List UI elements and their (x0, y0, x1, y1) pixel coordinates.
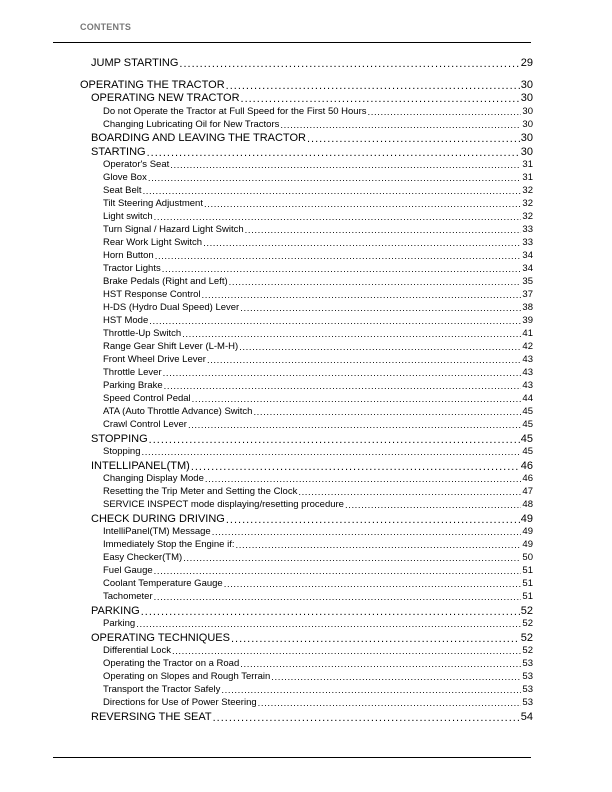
toc-dot-leader (164, 381, 522, 391)
toc-entry-title: Differential Lock (103, 645, 171, 656)
toc-page-number: 54 (520, 711, 533, 723)
toc-entry-title: Stopping (103, 446, 141, 457)
toc-entry-title: Speed Control Pedal (103, 393, 191, 404)
toc-dot-leader (271, 672, 521, 682)
toc-entry-title: HST Response Control (103, 289, 201, 300)
toc-dot-leader (162, 264, 522, 274)
toc-dot-leader (143, 186, 522, 196)
toc-page-number: 53 (522, 658, 533, 669)
toc-dot-leader (148, 173, 522, 183)
toc-section-entry[interactable] (91, 460, 533, 472)
toc-dot-leader (212, 527, 522, 537)
toc-section-entry[interactable] (91, 57, 533, 69)
toc-dot-leader (172, 646, 521, 656)
toc-dot-leader (240, 303, 521, 313)
toc-subentry[interactable] (103, 198, 533, 209)
toc-subentry[interactable] (103, 393, 533, 404)
toc-entry-title: Tilt Steering Adjustment (103, 198, 203, 209)
toc-page-number: 29 (520, 57, 533, 69)
toc-page-number: 52 (520, 632, 533, 644)
toc-dot-leader (141, 606, 520, 617)
toc-subentry[interactable] (103, 486, 533, 497)
toc-page-number: 49 (520, 513, 533, 525)
toc-page-number: 30 (522, 119, 533, 130)
toc-entry-title: Directions for Use of Power Steering (103, 697, 257, 708)
toc-subentry[interactable] (103, 578, 533, 589)
toc-entry-title: Operating the Tractor on a Road (103, 658, 240, 669)
toc-page-number: 39 (522, 315, 533, 326)
toc-page-number: 42 (522, 341, 533, 352)
toc-entry-title: CHECK DURING DRIVING (91, 513, 225, 525)
toc-subentry[interactable] (103, 341, 533, 352)
toc-dot-leader (154, 592, 522, 602)
toc-subentry[interactable] (103, 276, 533, 287)
toc-entry-title: Glove Box (103, 172, 147, 183)
toc-entry-title: Front Wheel Drive Lever (103, 354, 206, 365)
toc-dot-leader (231, 633, 520, 644)
toc-dot-leader (154, 566, 522, 576)
toc-dot-leader (229, 277, 522, 287)
toc-dot-leader (224, 579, 522, 589)
toc-entry-title: Rear Work Light Switch (103, 237, 203, 248)
toc-dot-leader (155, 251, 522, 261)
toc-dot-leader (188, 420, 521, 430)
toc-entry-title: STOPPING (91, 433, 148, 445)
toc-page-number: 46 (520, 460, 533, 472)
toc-page-number: 32 (522, 211, 533, 222)
toc-subentry[interactable] (103, 367, 533, 378)
toc-entry-title: INTELLIPANEL(TM) (91, 460, 190, 472)
toc-entry-title: Throttle Lever (103, 367, 162, 378)
toc-page-number: 33 (522, 224, 533, 235)
toc-page-number: 51 (522, 578, 533, 589)
toc-page-number: 53 (522, 671, 533, 682)
toc-dot-leader (207, 355, 521, 365)
toc-entry-title: Operator's Seat (103, 159, 170, 170)
toc-section-entry[interactable] (91, 146, 533, 158)
toc-subentry[interactable] (103, 224, 533, 235)
toc-dot-leader (204, 199, 521, 209)
toc-entry-title: Horn Button (103, 250, 154, 261)
toc-page-number: 31 (522, 159, 533, 170)
toc-entry-title: Parking (103, 618, 136, 629)
toc-dot-leader (307, 133, 520, 144)
toc-entry-title: ATA (Auto Throttle Advance) Switch (103, 406, 253, 417)
toc-page-number: 43 (522, 367, 533, 378)
toc-dot-leader (298, 487, 521, 497)
toc-dot-leader (213, 712, 520, 723)
toc-page-number: 53 (522, 684, 533, 695)
toc-page-number: 45 (522, 406, 533, 417)
toc-subentry[interactable] (103, 419, 533, 430)
toc-page-number: 50 (522, 552, 533, 563)
toc-subentry[interactable] (103, 671, 533, 682)
toc-entry-title: Immediately Stop the Engine if: (103, 539, 235, 550)
toc-subentry[interactable] (103, 328, 533, 339)
toc-page-number: 52 (522, 645, 533, 656)
toc-dot-leader (149, 434, 520, 445)
toc-dot-leader (258, 698, 522, 708)
toc-subentry[interactable] (103, 658, 533, 669)
toc-entry-title: Transport the Tractor Safely (103, 684, 221, 695)
toc-page-number: 47 (522, 486, 533, 497)
toc-dot-leader (142, 447, 522, 457)
toc-dot-leader (368, 107, 522, 117)
toc-subentry[interactable] (103, 552, 533, 563)
toc-page-number: 45 (520, 433, 533, 445)
footer-divider (53, 757, 531, 758)
toc-page-number: 53 (522, 697, 533, 708)
toc-subentry[interactable] (103, 302, 533, 313)
toc-dot-leader (182, 329, 521, 339)
toc-subentry[interactable] (103, 106, 533, 117)
toc-page-number: 33 (522, 237, 533, 248)
toc-subentry[interactable] (103, 380, 533, 391)
toc-subentry[interactable] (103, 211, 533, 222)
toc-entry-title: Crawl Control Lever (103, 419, 187, 430)
toc-entry-title: H-DS (Hydro Dual Speed) Lever (103, 302, 240, 313)
toc-entry-title: Operating on Slopes and Rough Terrain (103, 671, 271, 682)
toc-page-number: 49 (522, 539, 533, 550)
toc-entry-title: Tractor Lights (103, 263, 161, 274)
toc-entry-title: OPERATING NEW TRACTOR (91, 92, 240, 104)
toc-entry-title: Changing Display Mode (103, 473, 204, 484)
toc-dot-leader (241, 93, 520, 104)
toc-entry-title: Light switch (103, 211, 153, 222)
toc-dot-leader (179, 58, 519, 69)
toc-subentry[interactable] (103, 591, 533, 602)
toc-page-number: 35 (522, 276, 533, 287)
toc-entry-title: BOARDING AND LEAVING THE TRACTOR (91, 132, 306, 144)
toc-page-number: 51 (522, 591, 533, 602)
toc-dot-leader (236, 540, 522, 550)
toc-page-number: 31 (522, 172, 533, 183)
toc-dot-leader (226, 80, 520, 91)
toc-section-entry[interactable] (91, 632, 533, 644)
toc-page-number: 32 (522, 198, 533, 209)
toc-page-number: 38 (522, 302, 533, 313)
toc-page-number: 30 (520, 132, 533, 144)
toc-subentry[interactable] (103, 354, 533, 365)
toc-subentry[interactable] (103, 289, 533, 300)
toc-entry-title: Do not Operate the Tractor at Full Speed for the First 50 Hours (103, 106, 367, 117)
toc-subentry[interactable] (103, 185, 533, 196)
toc-dot-leader (253, 407, 521, 417)
toc-subentry[interactable] (103, 237, 533, 248)
toc-page-number: 52 (522, 618, 533, 629)
toc-subentry[interactable] (103, 645, 533, 656)
toc-subentry[interactable] (103, 565, 533, 576)
toc-dot-leader (239, 342, 521, 352)
toc-entry-title: Changing Lubricating Oil for New Tractors (103, 119, 280, 130)
toc-page-number: 49 (522, 526, 533, 537)
toc-subentry[interactable] (103, 263, 533, 274)
toc-entry-title: Fuel Gauge (103, 565, 153, 576)
toc-subentry[interactable] (103, 119, 533, 130)
toc-entry-title: Throttle-Up Switch (103, 328, 182, 339)
section-header: CONTENTS (80, 22, 132, 32)
toc-dot-leader (226, 514, 520, 525)
toc-page-number: 32 (522, 185, 533, 196)
toc-page-number: 30 (520, 79, 533, 91)
toc-subentry[interactable] (103, 473, 533, 484)
toc-entry-title: OPERATING THE TRACTOR (80, 79, 225, 91)
toc-subentry[interactable] (103, 446, 533, 457)
toc-entry-title: PARKING (91, 605, 140, 617)
toc-dot-leader (221, 685, 521, 695)
toc-subentry[interactable] (103, 159, 533, 170)
toc-page-number: 30 (520, 92, 533, 104)
toc-dot-leader (170, 160, 521, 170)
toc-page-number: 45 (522, 419, 533, 430)
toc-section-entry[interactable] (91, 92, 533, 104)
toc-dot-leader (245, 225, 522, 235)
toc-entry-title: Coolant Temperature Gauge (103, 578, 223, 589)
toc-subentry[interactable] (103, 697, 533, 708)
toc-dot-leader (191, 461, 520, 472)
toc-entry-title: HST Mode (103, 315, 149, 326)
toc-page-number: 41 (522, 328, 533, 339)
toc-dot-leader (149, 316, 521, 326)
toc-dot-leader (205, 474, 522, 484)
toc-section-entry[interactable] (91, 132, 533, 144)
toc-subentry[interactable] (103, 684, 533, 695)
toc-entry-title: Seat Belt (103, 185, 142, 196)
toc-section-entry[interactable] (91, 711, 533, 723)
toc-page-number: 52 (520, 605, 533, 617)
toc-page-number: 34 (522, 263, 533, 274)
toc-subentry[interactable] (103, 539, 533, 550)
toc-page-number: 34 (522, 250, 533, 261)
toc-subentry[interactable] (103, 618, 533, 629)
toc-dot-leader (202, 290, 522, 300)
toc-entry-title: IntelliPanel(TM) Message (103, 526, 211, 537)
toc-entry-title: REVERSING THE SEAT (91, 711, 212, 723)
toc-subentry[interactable] (103, 406, 533, 417)
toc-page-number: 43 (522, 380, 533, 391)
toc-subentry[interactable] (103, 250, 533, 261)
toc-page-number: 30 (522, 106, 533, 117)
toc-subentry[interactable] (103, 499, 533, 510)
toc-dot-leader (280, 120, 521, 130)
toc-entry-title: Range Gear Shift Lever (L-M-H) (103, 341, 239, 352)
toc-entry-title: OPERATING TECHNIQUES (91, 632, 230, 644)
toc-dot-leader (163, 368, 522, 378)
toc-dot-leader (154, 212, 522, 222)
toc-entry-title: Brake Pedals (Right and Left) (103, 276, 228, 287)
toc-page-number: 46 (522, 473, 533, 484)
toc-entry-title: JUMP STARTING (91, 57, 179, 69)
toc-dot-leader (136, 619, 521, 629)
toc-subentry[interactable] (103, 315, 533, 326)
toc-dot-leader (147, 147, 520, 158)
toc-dot-leader (203, 238, 521, 248)
toc-page-number: 45 (522, 446, 533, 457)
toc-dot-leader (192, 394, 522, 404)
toc-subentry[interactable] (103, 526, 533, 537)
toc-entry-title: Parking Brake (103, 380, 163, 391)
toc-entry-title: STARTING (91, 146, 146, 158)
toc-section-entry[interactable] (91, 513, 533, 525)
toc-entry-title: Resetting the Trip Meter and Setting the Clock (103, 486, 298, 497)
toc-dot-leader (183, 553, 521, 563)
toc-section-entry[interactable] (91, 433, 533, 445)
toc-page-number: 43 (522, 354, 533, 365)
toc-page-number: 48 (522, 499, 533, 510)
toc-page-number: 30 (520, 146, 533, 158)
toc-section-entry[interactable] (80, 79, 533, 91)
toc-dot-leader (345, 500, 521, 510)
toc-entry-title: Tachometer (103, 591, 153, 602)
toc-entry-title: SERVICE INSPECT mode displaying/resetting procedure (103, 499, 344, 510)
toc-page-number: 51 (522, 565, 533, 576)
toc-page-number: 37 (522, 289, 533, 300)
toc-dot-leader (240, 659, 521, 669)
toc-entry-title: Turn Signal / Hazard Light Switch (103, 224, 244, 235)
toc-section-entry[interactable] (91, 605, 533, 617)
toc-page-number: 44 (522, 393, 533, 404)
toc-entry-title: Easy Checker(TM) (103, 552, 183, 563)
toc-subentry[interactable] (103, 172, 533, 183)
